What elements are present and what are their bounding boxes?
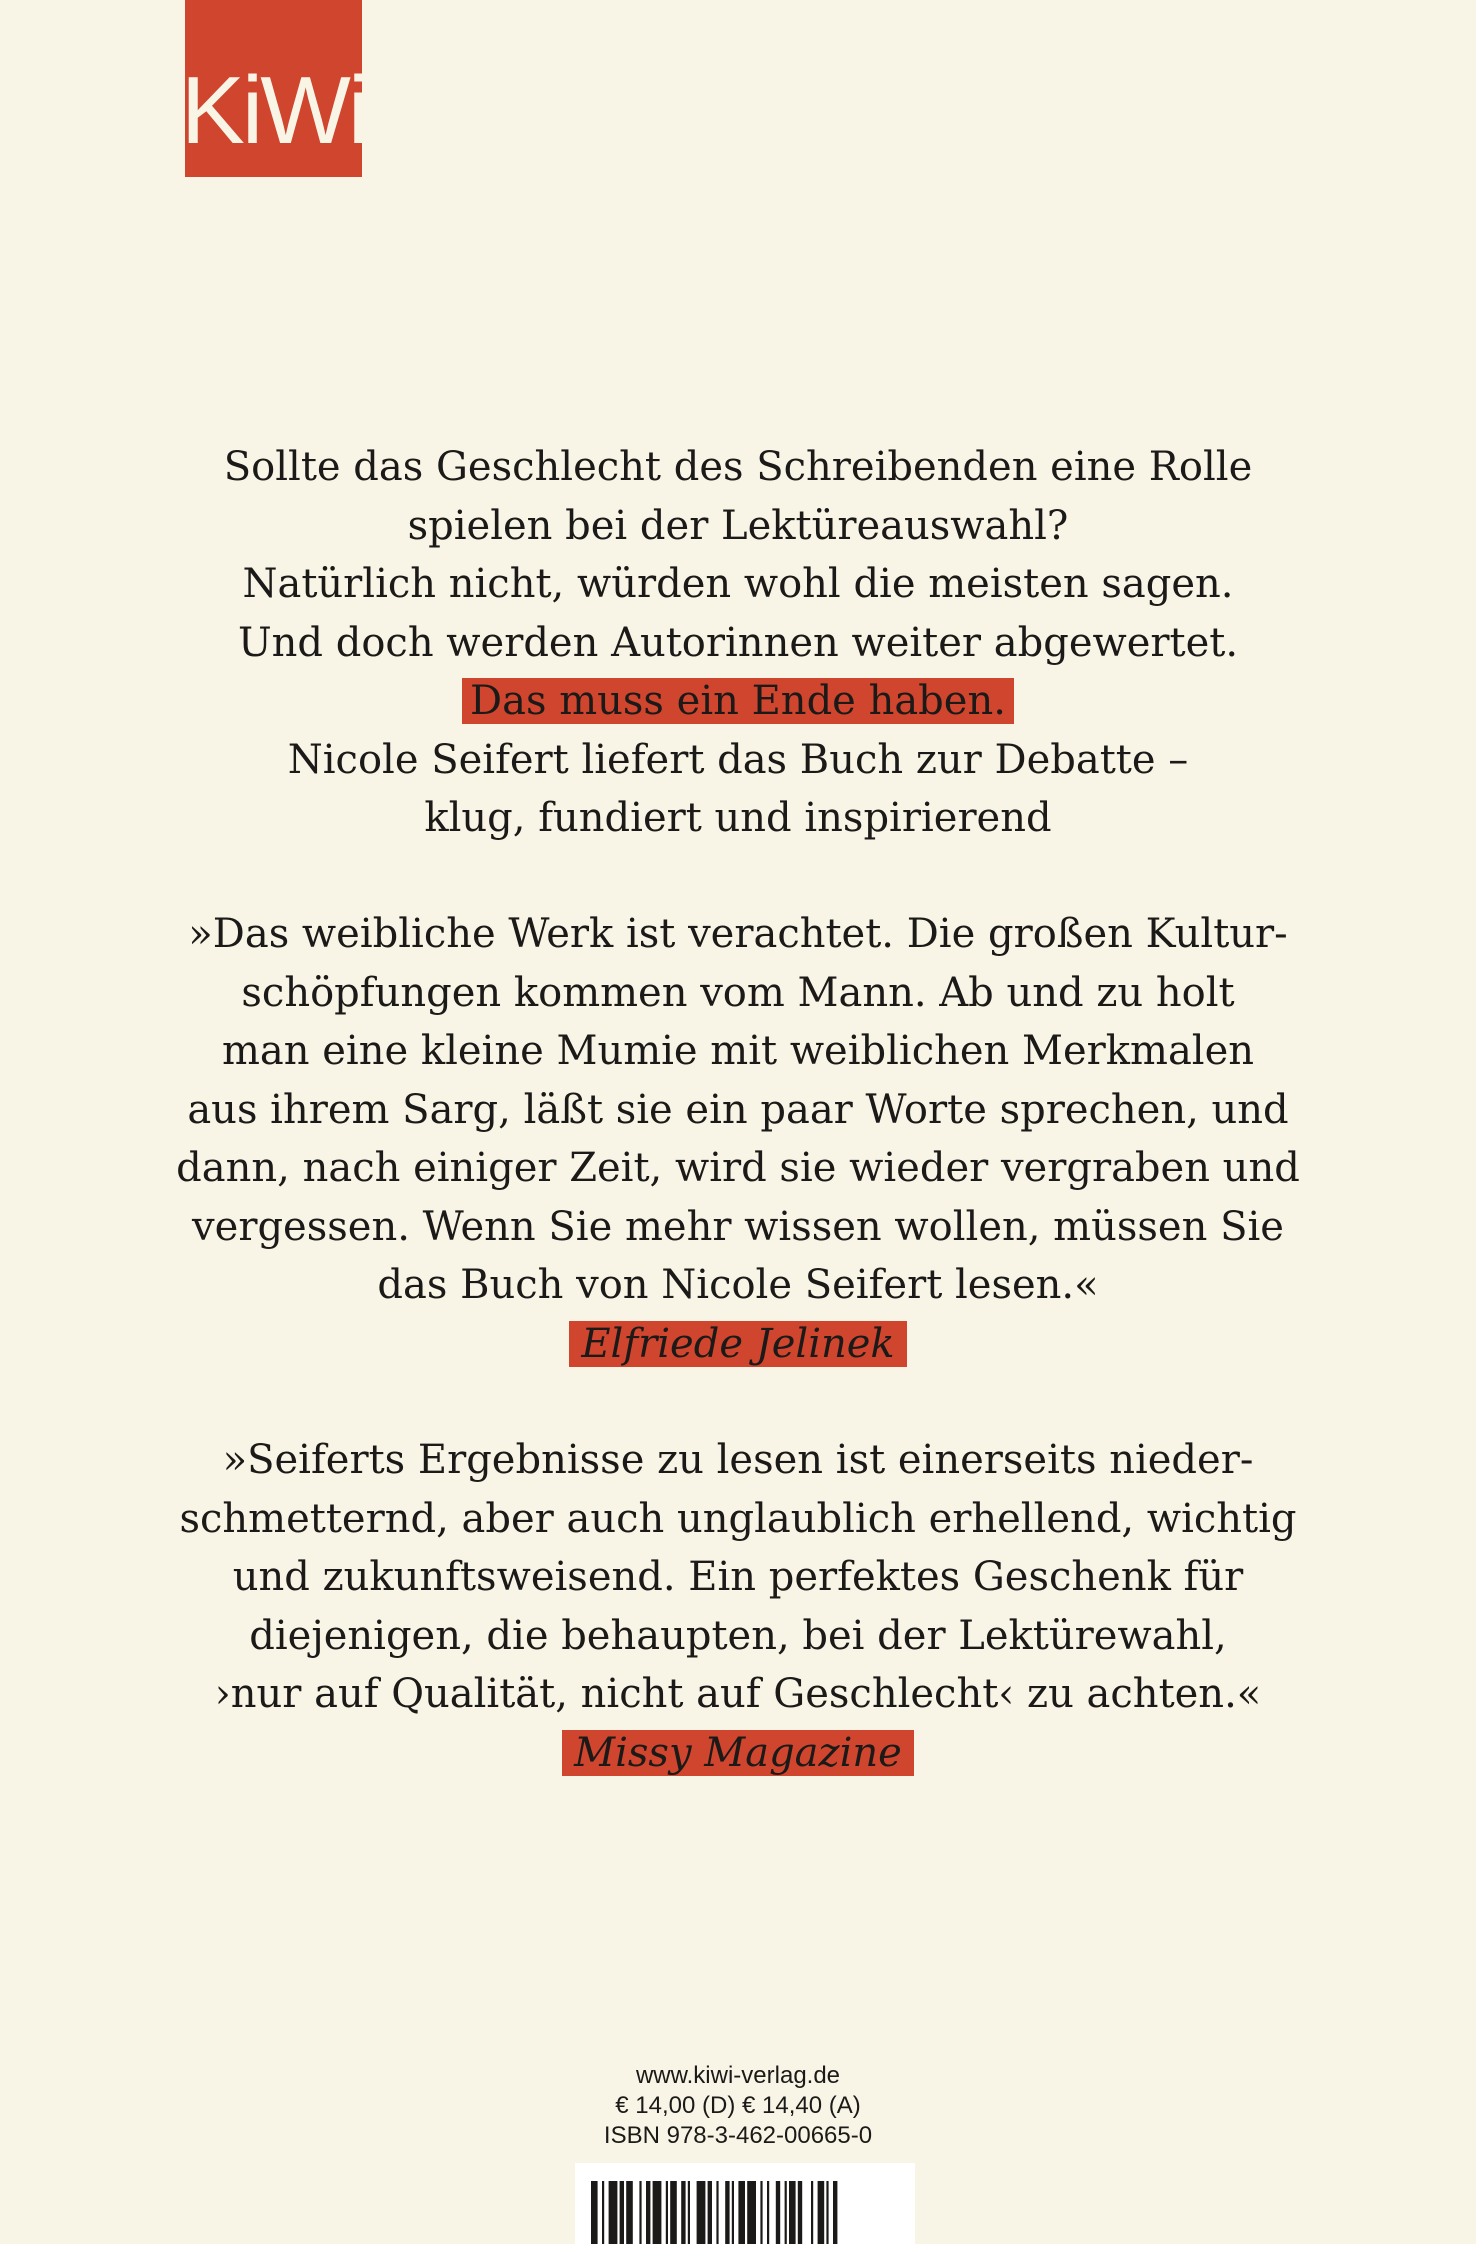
- barcode-bar: [681, 2181, 685, 2244]
- barcode-bar: [776, 2181, 780, 2244]
- barcode-bar: [732, 2181, 734, 2244]
- quote-line: man eine kleine Mumie mit weiblichen Merkmalen: [221, 1028, 1255, 1074]
- barcode-bar: [708, 2181, 712, 2244]
- quote-source: Elfriede Jelinek: [569, 1321, 906, 1367]
- highlight-text: Das muss ein Ende haben.: [462, 678, 1014, 724]
- intro-highlight-line: [0, 672, 1476, 731]
- barcode-bar: [760, 2181, 762, 2244]
- barcode-bar: [639, 2181, 641, 2244]
- barcode-bar: [747, 2181, 756, 2244]
- publisher-website: www.kiwi-verlag.de: [635, 2062, 841, 2089]
- barcode-bar: [591, 2181, 598, 2244]
- barcode-bar: [725, 2181, 729, 2244]
- barcode-bar: [811, 2181, 813, 2244]
- barcode-bar: [653, 2181, 662, 2244]
- barcode-bar: [670, 2181, 677, 2244]
- barcode-bar: [697, 2181, 706, 2244]
- barcode: [575, 2163, 915, 2244]
- intro-line: Sollte das Geschlecht des Schreibenden eine Rolle: [223, 444, 1253, 490]
- barcode-bar: [688, 2181, 690, 2244]
- quote-line: schmetternd, aber auch unglaublich erhellend, wichtig: [179, 1495, 1297, 1542]
- imprint: [0, 2061, 1476, 2151]
- barcode-bar: [767, 2181, 769, 2244]
- blurb-intro: [0, 438, 1476, 848]
- quote-line: diejenigen, die behaupten, bei der Lektürewahl,: [249, 1612, 1227, 1659]
- barcode-bar: [646, 2181, 650, 2244]
- barcode-bar: [620, 2181, 624, 2244]
- intro-line: Und doch werden Autorinnen weiter abgewertet.: [237, 619, 1239, 666]
- barcode-bar: [798, 2181, 802, 2244]
- barcode-bar: [626, 2181, 633, 2244]
- quote-source: Missy Magazine: [562, 1730, 914, 1776]
- quote-line: und zukunftsweisend. Ein perfektes Geschenk für: [232, 1554, 1244, 1600]
- barcode-bar: [666, 2181, 668, 2244]
- logo-text: KiWi: [180, 57, 367, 164]
- quote-line: das Buch von Nicole Seifert lesen.«: [377, 1262, 1099, 1308]
- intro-line: Nicole Seifert liefert das Buch zur Debatte –: [287, 736, 1189, 783]
- intro-line: Natürlich nicht, würden wohl die meisten sagen.: [242, 561, 1234, 607]
- quote-jelinek: [0, 905, 1476, 1373]
- quote-line: schöpfungen kommen vom Mann. Ab und zu holt: [241, 969, 1235, 1016]
- quote-missy: [0, 1431, 1476, 1782]
- barcode-bar: [826, 2181, 828, 2244]
- barcode-bar: [738, 2181, 745, 2244]
- quote-line: aus ihrem Sarg, läßt sie ein paar Worte sprechen, und: [187, 1086, 1289, 1133]
- barcode-bar: [785, 2181, 787, 2244]
- barcode-bar: [789, 2181, 796, 2244]
- price: € 14,00 (D) € 14,40 (A): [615, 2092, 861, 2119]
- quote-line: vergessen. Wenn Sie mehr wissen wollen, müssen Sie: [192, 1203, 1284, 1250]
- quote-line: dann, nach einiger Zeit, wird sie wieder vergraben und: [176, 1145, 1300, 1191]
- barcode-bar: [716, 2181, 718, 2244]
- barcode-bar: [609, 2181, 618, 2244]
- barcode-bar: [818, 2181, 825, 2244]
- quote-source-line: [0, 1724, 1476, 1783]
- intro-line: klug, fundiert und inspirierend: [424, 795, 1052, 841]
- publisher-logo: [180, 0, 367, 177]
- intro-line: spielen bei der Lektüreauswahl?: [407, 502, 1069, 549]
- quote-line: »Seiferts Ergebnisse zu lesen ist einerseits nieder-: [222, 1437, 1254, 1483]
- quote-source-line: [0, 1315, 1476, 1374]
- barcode-bar: [833, 2181, 837, 2244]
- barcode-icon: [591, 2181, 899, 2244]
- isbn: ISBN 978-3-462-00665-0: [603, 2122, 873, 2149]
- quote-line: »Das weibliche Werk ist verachtet. Die großen Kultur-: [188, 911, 1288, 957]
- barcode-bar: [602, 2181, 604, 2244]
- quote-line: ›nur auf Qualität, nicht auf Geschlecht‹ zu achten.«: [214, 1671, 1262, 1717]
